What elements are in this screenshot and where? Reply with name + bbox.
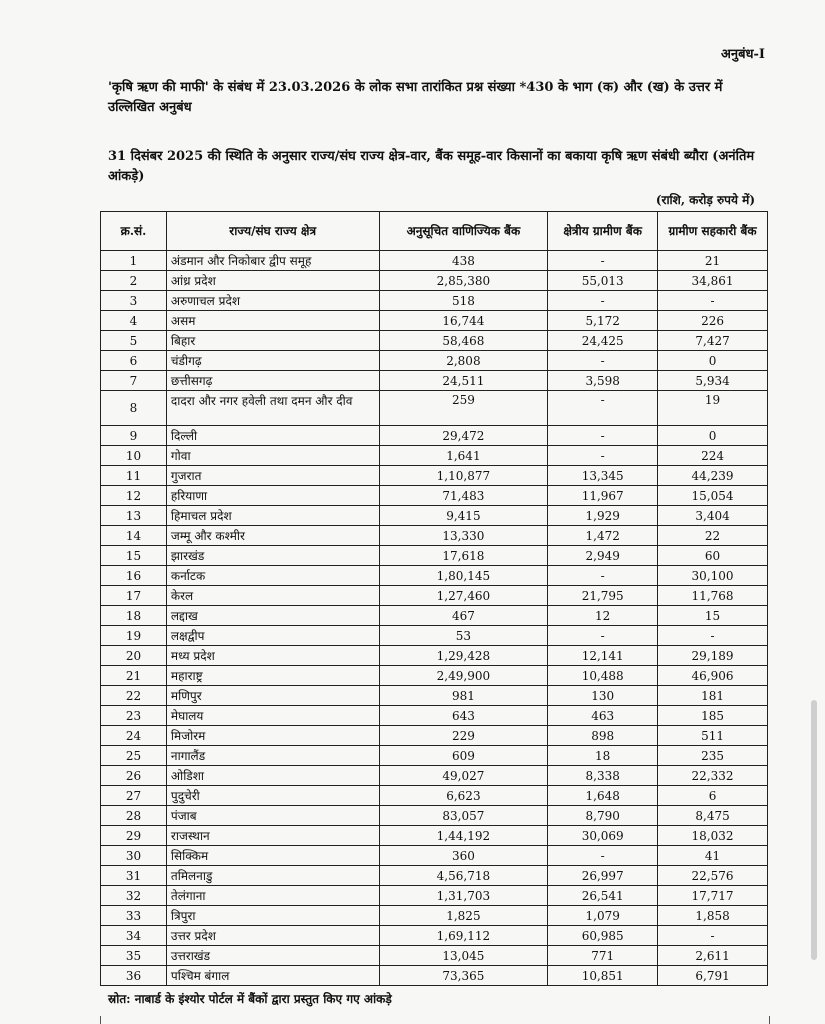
cell-state: असम	[166, 311, 379, 331]
table-row	[101, 371, 768, 391]
source-note: स्रोत: नाबार्ड के इंश्योर पोर्टल में बैंकों द्वारा प्रस्तुत किए गए आंकड़े	[108, 992, 392, 1006]
cell-serial-number: 2	[101, 271, 167, 291]
table-row	[101, 271, 768, 291]
cell-regional-rural-banks: -	[548, 251, 658, 271]
cell-scheduled-commercial-banks: 53	[379, 626, 548, 646]
header-regional-rural-banks: क्षेत्रीय ग्रामीण बैंक	[548, 212, 658, 251]
cell-regional-rural-banks: 55,013	[548, 271, 658, 291]
cell-serial-number: 34	[101, 926, 167, 946]
cell-rural-cooperative-banks: 19	[658, 391, 768, 426]
cell-regional-rural-banks: 1,929	[548, 506, 658, 526]
cell-scheduled-commercial-banks: 9,415	[379, 506, 548, 526]
cell-state: दादरा और नगर हवेली तथा दमन और दीव	[166, 391, 379, 426]
table-row	[101, 726, 768, 746]
cell-regional-rural-banks: -	[548, 446, 658, 466]
table-row	[101, 586, 768, 606]
annex-label: अनुबंध-I	[720, 47, 765, 62]
cell-scheduled-commercial-banks: 73,365	[379, 966, 548, 986]
header-serial-number: क्र.सं.	[101, 212, 167, 251]
cell-scheduled-commercial-banks: 83,057	[379, 806, 548, 826]
cell-rural-cooperative-banks: 34,861	[658, 271, 768, 291]
document-heading: 'कृषि ऋण की माफी' के संबंध में 23.03.2026 के लोक सभा तारांकित प्रश्न संख्या *430 के भाग (क) और (ख) के उत्तर में उल्लिखित अनुबंध	[108, 80, 723, 115]
cell-scheduled-commercial-banks: 259	[379, 391, 548, 426]
cell-serial-number: 6	[101, 351, 167, 371]
table-row	[101, 646, 768, 666]
cell-rural-cooperative-banks: 6	[658, 786, 768, 806]
cell-scheduled-commercial-banks: 981	[379, 686, 548, 706]
cell-regional-rural-banks: 1,079	[548, 906, 658, 926]
table-row	[101, 251, 768, 271]
cell-state: मध्य प्रदेश	[166, 646, 379, 666]
cell-serial-number: 11	[101, 466, 167, 486]
cell-regional-rural-banks: 60,985	[548, 926, 658, 946]
table-row	[101, 846, 768, 866]
cell-serial-number: 15	[101, 546, 167, 566]
cell-rural-cooperative-banks: 44,239	[658, 466, 768, 486]
cell-rural-cooperative-banks: 15,054	[658, 486, 768, 506]
cell-serial-number: 3	[101, 291, 167, 311]
cell-rural-cooperative-banks: 41	[658, 846, 768, 866]
cell-scheduled-commercial-banks: 1,641	[379, 446, 548, 466]
cell-serial-number: 22	[101, 686, 167, 706]
table-row	[101, 866, 768, 886]
cell-serial-number: 20	[101, 646, 167, 666]
cell-state: राजस्थान	[166, 826, 379, 846]
table-header-row	[101, 212, 768, 251]
cell-state: कर्नाटक	[166, 566, 379, 586]
cell-regional-rural-banks: 12	[548, 606, 658, 626]
unit-note: (राशि, करोड़ रुपये में)	[655, 193, 755, 207]
cell-regional-rural-banks: 898	[548, 726, 658, 746]
cell-serial-number: 13	[101, 506, 167, 526]
cell-rural-cooperative-banks: 8,475	[658, 806, 768, 826]
cell-rural-cooperative-banks: -	[658, 291, 768, 311]
cell-scheduled-commercial-banks: 1,69,112	[379, 926, 548, 946]
table-row	[101, 486, 768, 506]
table-row	[101, 666, 768, 686]
cell-scheduled-commercial-banks: 13,330	[379, 526, 548, 546]
cell-regional-rural-banks: 18	[548, 746, 658, 766]
table-row	[101, 311, 768, 331]
table-row	[101, 391, 768, 426]
cell-rural-cooperative-banks: 11,768	[658, 586, 768, 606]
cell-scheduled-commercial-banks: 6,623	[379, 786, 548, 806]
table-row	[101, 786, 768, 806]
cell-rural-cooperative-banks: 3,404	[658, 506, 768, 526]
cell-rural-cooperative-banks: 46,906	[658, 666, 768, 686]
cell-rural-cooperative-banks: 226	[658, 311, 768, 331]
cell-scheduled-commercial-banks: 609	[379, 746, 548, 766]
cell-regional-rural-banks: 26,997	[548, 866, 658, 886]
cell-serial-number: 7	[101, 371, 167, 391]
cell-regional-rural-banks: 10,851	[548, 966, 658, 986]
cell-regional-rural-banks: 771	[548, 946, 658, 966]
table-row	[101, 606, 768, 626]
cell-regional-rural-banks: -	[548, 351, 658, 371]
table-row	[101, 766, 768, 786]
cell-state: लक्षद्वीप	[166, 626, 379, 646]
cell-serial-number: 5	[101, 331, 167, 351]
cell-serial-number: 16	[101, 566, 167, 586]
cell-regional-rural-banks: 1,472	[548, 526, 658, 546]
cell-scheduled-commercial-banks: 1,29,428	[379, 646, 548, 666]
cell-scheduled-commercial-banks: 13,045	[379, 946, 548, 966]
cell-rural-cooperative-banks: 235	[658, 746, 768, 766]
table-row	[101, 806, 768, 826]
cell-state: केरल	[166, 586, 379, 606]
cell-rural-cooperative-banks: 22,332	[658, 766, 768, 786]
cell-serial-number: 19	[101, 626, 167, 646]
cell-regional-rural-banks: 130	[548, 686, 658, 706]
cell-serial-number: 21	[101, 666, 167, 686]
table-caption: 31 दिसंबर 2025 की स्थिति के अनुसार राज्य/संघ राज्य क्षेत्र-वार, बैंक समूह-वार किसानों का बकाया कृषि ऋण संबंधी ब्यौरा (अनंतिम आंकड़े)	[108, 149, 755, 184]
table-row	[101, 626, 768, 646]
table-row	[101, 686, 768, 706]
cell-serial-number: 9	[101, 426, 167, 446]
cell-rural-cooperative-banks: -	[658, 926, 768, 946]
cell-rural-cooperative-banks: 18,032	[658, 826, 768, 846]
cell-serial-number: 8	[101, 391, 167, 426]
cell-scheduled-commercial-banks: 71,483	[379, 486, 548, 506]
cell-regional-rural-banks: 10,488	[548, 666, 658, 686]
cell-rural-cooperative-banks: 29,189	[658, 646, 768, 666]
cell-rural-cooperative-banks: 224	[658, 446, 768, 466]
table-row	[101, 826, 768, 846]
cell-state: महाराष्ट्र	[166, 666, 379, 686]
cell-rural-cooperative-banks: 0	[658, 426, 768, 446]
loan-table	[100, 211, 768, 986]
table-row	[101, 546, 768, 566]
cell-regional-rural-banks: 8,338	[548, 766, 658, 786]
cell-regional-rural-banks: -	[548, 391, 658, 426]
cell-rural-cooperative-banks: 30,100	[658, 566, 768, 586]
table-row	[101, 291, 768, 311]
table-row	[101, 506, 768, 526]
table-row	[101, 886, 768, 906]
cell-regional-rural-banks: 12,141	[548, 646, 658, 666]
cell-rural-cooperative-banks: 511	[658, 726, 768, 746]
cell-state: बिहार	[166, 331, 379, 351]
table-row	[101, 706, 768, 726]
cell-state: गुजरात	[166, 466, 379, 486]
cell-scheduled-commercial-banks: 16,744	[379, 311, 548, 331]
cell-regional-rural-banks: 11,967	[548, 486, 658, 506]
cell-regional-rural-banks: 24,425	[548, 331, 658, 351]
cell-state: उत्तराखंड	[166, 946, 379, 966]
cell-state: जम्मू और कश्मीर	[166, 526, 379, 546]
cell-serial-number: 28	[101, 806, 167, 826]
cell-rural-cooperative-banks: 7,427	[658, 331, 768, 351]
cell-regional-rural-banks: 5,172	[548, 311, 658, 331]
cell-state: हरियाणा	[166, 486, 379, 506]
cell-rural-cooperative-banks: 181	[658, 686, 768, 706]
cell-scheduled-commercial-banks: 1,44,192	[379, 826, 548, 846]
cell-scheduled-commercial-banks: 467	[379, 606, 548, 626]
cell-scheduled-commercial-banks: 438	[379, 251, 548, 271]
cell-state: आंध्र प्रदेश	[166, 271, 379, 291]
cell-rural-cooperative-banks: 0	[658, 351, 768, 371]
cell-rural-cooperative-banks: 2,611	[658, 946, 768, 966]
cell-scheduled-commercial-banks: 1,31,703	[379, 886, 548, 906]
cell-rural-cooperative-banks: 1,858	[658, 906, 768, 926]
cell-serial-number: 31	[101, 866, 167, 886]
cell-rural-cooperative-banks: 21	[658, 251, 768, 271]
table-body	[101, 251, 768, 986]
cell-state: मेघालय	[166, 706, 379, 726]
table-row	[101, 466, 768, 486]
cell-scheduled-commercial-banks: 2,808	[379, 351, 548, 371]
cell-scheduled-commercial-banks: 1,27,460	[379, 586, 548, 606]
cell-rural-cooperative-banks: 22,576	[658, 866, 768, 886]
cell-state: चंडीगढ़	[166, 351, 379, 371]
table-row	[101, 906, 768, 926]
cell-serial-number: 10	[101, 446, 167, 466]
cell-state: तेलंगाना	[166, 886, 379, 906]
cell-regional-rural-banks: 2,949	[548, 546, 658, 566]
cell-state: गोवा	[166, 446, 379, 466]
table-row	[101, 331, 768, 351]
scrollbar[interactable]	[811, 700, 817, 960]
cell-regional-rural-banks: -	[548, 566, 658, 586]
cell-serial-number: 1	[101, 251, 167, 271]
cell-state: अंडमान और निकोबार द्वीप समूह	[166, 251, 379, 271]
table-row	[101, 966, 768, 986]
cell-regional-rural-banks: 3,598	[548, 371, 658, 391]
partial-row	[100, 1016, 770, 1024]
cell-state: नागालैंड	[166, 746, 379, 766]
cell-state: सिक्किम	[166, 846, 379, 866]
cell-scheduled-commercial-banks: 49,027	[379, 766, 548, 786]
cell-rural-cooperative-banks: 15	[658, 606, 768, 626]
cell-regional-rural-banks: 21,795	[548, 586, 658, 606]
cell-regional-rural-banks: 13,345	[548, 466, 658, 486]
cell-scheduled-commercial-banks: 1,10,877	[379, 466, 548, 486]
cell-scheduled-commercial-banks: 4,56,718	[379, 866, 548, 886]
cell-regional-rural-banks: -	[548, 846, 658, 866]
table-row	[101, 946, 768, 966]
cell-serial-number: 36	[101, 966, 167, 986]
cell-scheduled-commercial-banks: 2,85,380	[379, 271, 548, 291]
cell-serial-number: 30	[101, 846, 167, 866]
cell-regional-rural-banks: 26,541	[548, 886, 658, 906]
cell-rural-cooperative-banks: 22	[658, 526, 768, 546]
cell-scheduled-commercial-banks: 24,511	[379, 371, 548, 391]
cell-serial-number: 25	[101, 746, 167, 766]
cell-scheduled-commercial-banks: 643	[379, 706, 548, 726]
cell-state: तमिलनाडु	[166, 866, 379, 886]
cell-scheduled-commercial-banks: 1,80,145	[379, 566, 548, 586]
cell-state: अरुणाचल प्रदेश	[166, 291, 379, 311]
table-row	[101, 566, 768, 586]
cell-state: मिजोरम	[166, 726, 379, 746]
cell-state: उत्तर प्रदेश	[166, 926, 379, 946]
cell-rural-cooperative-banks: 185	[658, 706, 768, 726]
cell-serial-number: 4	[101, 311, 167, 331]
cell-state: पुदुचेरी	[166, 786, 379, 806]
cell-state: छत्तीसगढ़	[166, 371, 379, 391]
cell-rural-cooperative-banks: 17,717	[658, 886, 768, 906]
cell-regional-rural-banks: 1,648	[548, 786, 658, 806]
cell-serial-number: 17	[101, 586, 167, 606]
header-scheduled-commercial-banks: अनुसूचित वाणिज्यिक बैंक	[379, 212, 548, 251]
cell-serial-number: 18	[101, 606, 167, 626]
cell-serial-number: 14	[101, 526, 167, 546]
cell-scheduled-commercial-banks: 17,618	[379, 546, 548, 566]
cell-serial-number: 27	[101, 786, 167, 806]
cell-state: पश्चिम बंगाल	[166, 966, 379, 986]
table-row	[101, 351, 768, 371]
cell-serial-number: 26	[101, 766, 167, 786]
cell-scheduled-commercial-banks: 29,472	[379, 426, 548, 446]
cell-state: ओडिशा	[166, 766, 379, 786]
cell-rural-cooperative-banks: -	[658, 626, 768, 646]
cell-regional-rural-banks: 8,790	[548, 806, 658, 826]
cell-serial-number: 12	[101, 486, 167, 506]
cell-rural-cooperative-banks: 6,791	[658, 966, 768, 986]
cell-regional-rural-banks: 30,069	[548, 826, 658, 846]
cell-serial-number: 33	[101, 906, 167, 926]
cell-serial-number: 24	[101, 726, 167, 746]
cell-serial-number: 35	[101, 946, 167, 966]
cell-state: दिल्ली	[166, 426, 379, 446]
header-rural-cooperative-banks: ग्रामीण सहकारी बैंक	[658, 212, 768, 251]
table-row	[101, 446, 768, 466]
header-state: राज्य/संघ राज्य क्षेत्र	[166, 212, 379, 251]
cell-rural-cooperative-banks: 60	[658, 546, 768, 566]
cell-state: झारखंड	[166, 546, 379, 566]
cell-state: लद्दाख	[166, 606, 379, 626]
table-row	[101, 426, 768, 446]
cell-state: त्रिपुरा	[166, 906, 379, 926]
table-row	[101, 926, 768, 946]
cell-scheduled-commercial-banks: 2,49,900	[379, 666, 548, 686]
cell-scheduled-commercial-banks: 1,825	[379, 906, 548, 926]
cell-scheduled-commercial-banks: 229	[379, 726, 548, 746]
cell-serial-number: 23	[101, 706, 167, 726]
cell-state: मणिपुर	[166, 686, 379, 706]
cell-scheduled-commercial-banks: 360	[379, 846, 548, 866]
cell-regional-rural-banks: -	[548, 291, 658, 311]
table-row	[101, 746, 768, 766]
cell-scheduled-commercial-banks: 518	[379, 291, 548, 311]
cell-state: पंजाब	[166, 806, 379, 826]
cell-serial-number: 32	[101, 886, 167, 906]
cell-rural-cooperative-banks: 5,934	[658, 371, 768, 391]
cell-state: हिमाचल प्रदेश	[166, 506, 379, 526]
table-row	[101, 526, 768, 546]
cell-serial-number: 29	[101, 826, 167, 846]
cell-regional-rural-banks: -	[548, 426, 658, 446]
cell-regional-rural-banks: 463	[548, 706, 658, 726]
cell-scheduled-commercial-banks: 58,468	[379, 331, 548, 351]
cell-regional-rural-banks: -	[548, 626, 658, 646]
